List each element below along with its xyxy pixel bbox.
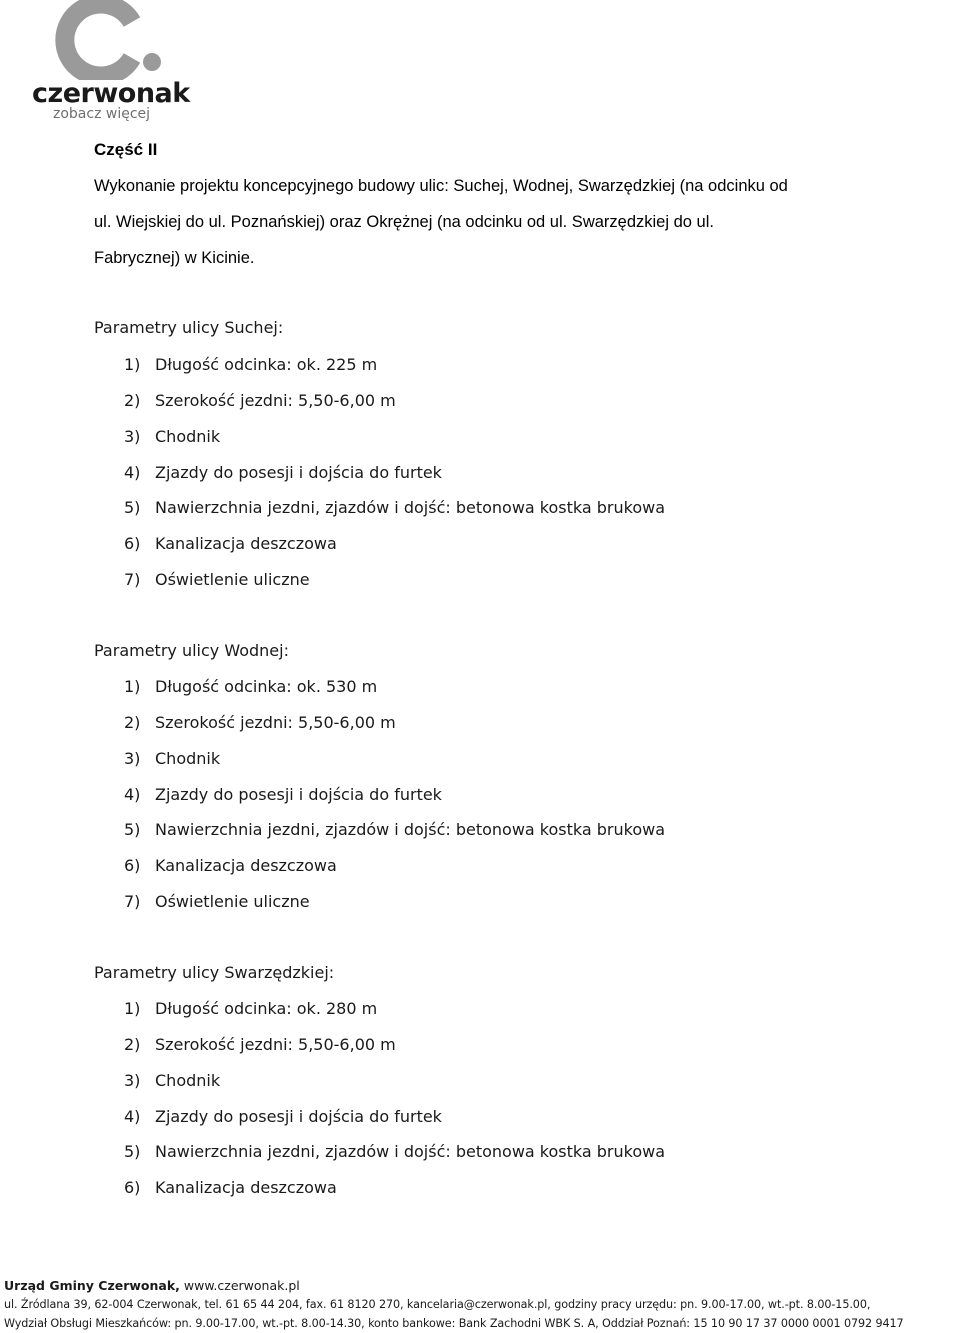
group-title-wodnej: Parametry ulicy Wodnej:	[94, 641, 289, 660]
list-item: 3) Chodnik	[124, 749, 221, 768]
list-item: 6) Kanalizacja deszczowa	[124, 1178, 337, 1197]
list-item: 1) Długość odcinka: ok. 225 m	[124, 355, 378, 374]
list-item: 5) Nawierzchnia jezdni, zjazdów i dojść: betonowa kostka brukowa	[124, 498, 666, 517]
list-item: 3) Chodnik	[124, 1071, 221, 1090]
footer-office-name: Urząd Gminy Czerwonak,	[4, 1278, 180, 1293]
list-item: 2) Szerokość jezdni: 5,50-6,00 m	[124, 713, 396, 732]
list-item: 7) Oświetlenie uliczne	[124, 570, 310, 589]
subject-line: Wykonanie projektu koncepcyjnego budowy ulic: Suchej, Wodnej, Swarzędzkiej (na odcinku od	[94, 177, 788, 195]
footer-department-line: Wydział Obsługi Mieszkańców: pn. 9.00-17.00, wt.-pt. 8.00-14.30, konto bankowe: Bank Zachodni WBK S. A, Oddział Poznań: 15 10 90 17 37 0000 0001 0792 9417	[4, 1317, 904, 1330]
group-title-suchej: Parametry ulicy Suchej:	[94, 318, 284, 337]
list-item: 4) Zjazdy do posesji i dojścia do furtek	[124, 463, 442, 482]
footer-address-line: ul. Źródlana 39, 62-004 Czerwonak, tel. 61 65 44 204, fax. 61 8120 270, kancelaria@czerwonak.pl, godziny pracy urzędu: pn. 9.00-17.00, wt.-pt. 8.00-15.00,	[4, 1298, 871, 1311]
logo-tagline: zobacz więcej	[53, 106, 151, 122]
czerwonak-logo	[28, 0, 198, 130]
list-item: 7) Oświetlenie uliczne	[124, 892, 310, 911]
footer-office-line	[4, 1276, 960, 1295]
list-item: 4) Zjazdy do posesji i dojścia do furtek	[124, 1107, 442, 1126]
list-item: 1) Długość odcinka: ok. 530 m	[124, 677, 378, 696]
list-item: 4) Zjazdy do posesji i dojścia do furtek	[124, 785, 442, 804]
footer-website: www.czerwonak.pl	[183, 1278, 300, 1293]
logo-wordmark: czerwonak	[32, 78, 190, 109]
list-item: 5) Nawierzchnia jezdni, zjazdów i dojść: betonowa kostka brukowa	[124, 1142, 666, 1161]
list-item: 1) Długość odcinka: ok. 280 m	[124, 999, 378, 1018]
subject-line: Fabrycznej) w Kicinie.	[94, 249, 255, 267]
list-item: 6) Kanalizacja deszczowa	[124, 856, 337, 875]
list-item: 3) Chodnik	[124, 427, 221, 446]
group-title-swarzedzkiej: Parametry ulicy Swarzędzkiej:	[94, 963, 335, 982]
page-footer	[4, 1276, 960, 1333]
section-title: Część II	[94, 140, 158, 159]
logo-c-mark-icon	[28, 0, 198, 80]
subject-paragraph	[94, 168, 866, 276]
list-item: 2) Szerokość jezdni: 5,50-6,00 m	[124, 391, 396, 410]
list-item: 5) Nawierzchnia jezdni, zjazdów i dojść: betonowa kostka brukowa	[124, 820, 666, 839]
list-item: 2) Szerokość jezdni: 5,50-6,00 m	[124, 1035, 396, 1054]
list-item: 6) Kanalizacja deszczowa	[124, 534, 337, 553]
subject-line: ul. Wiejskiej do ul. Poznańskiej) oraz Okrężnej (na odcinku od ul. Swarzędzkiej do ul.	[94, 213, 714, 231]
